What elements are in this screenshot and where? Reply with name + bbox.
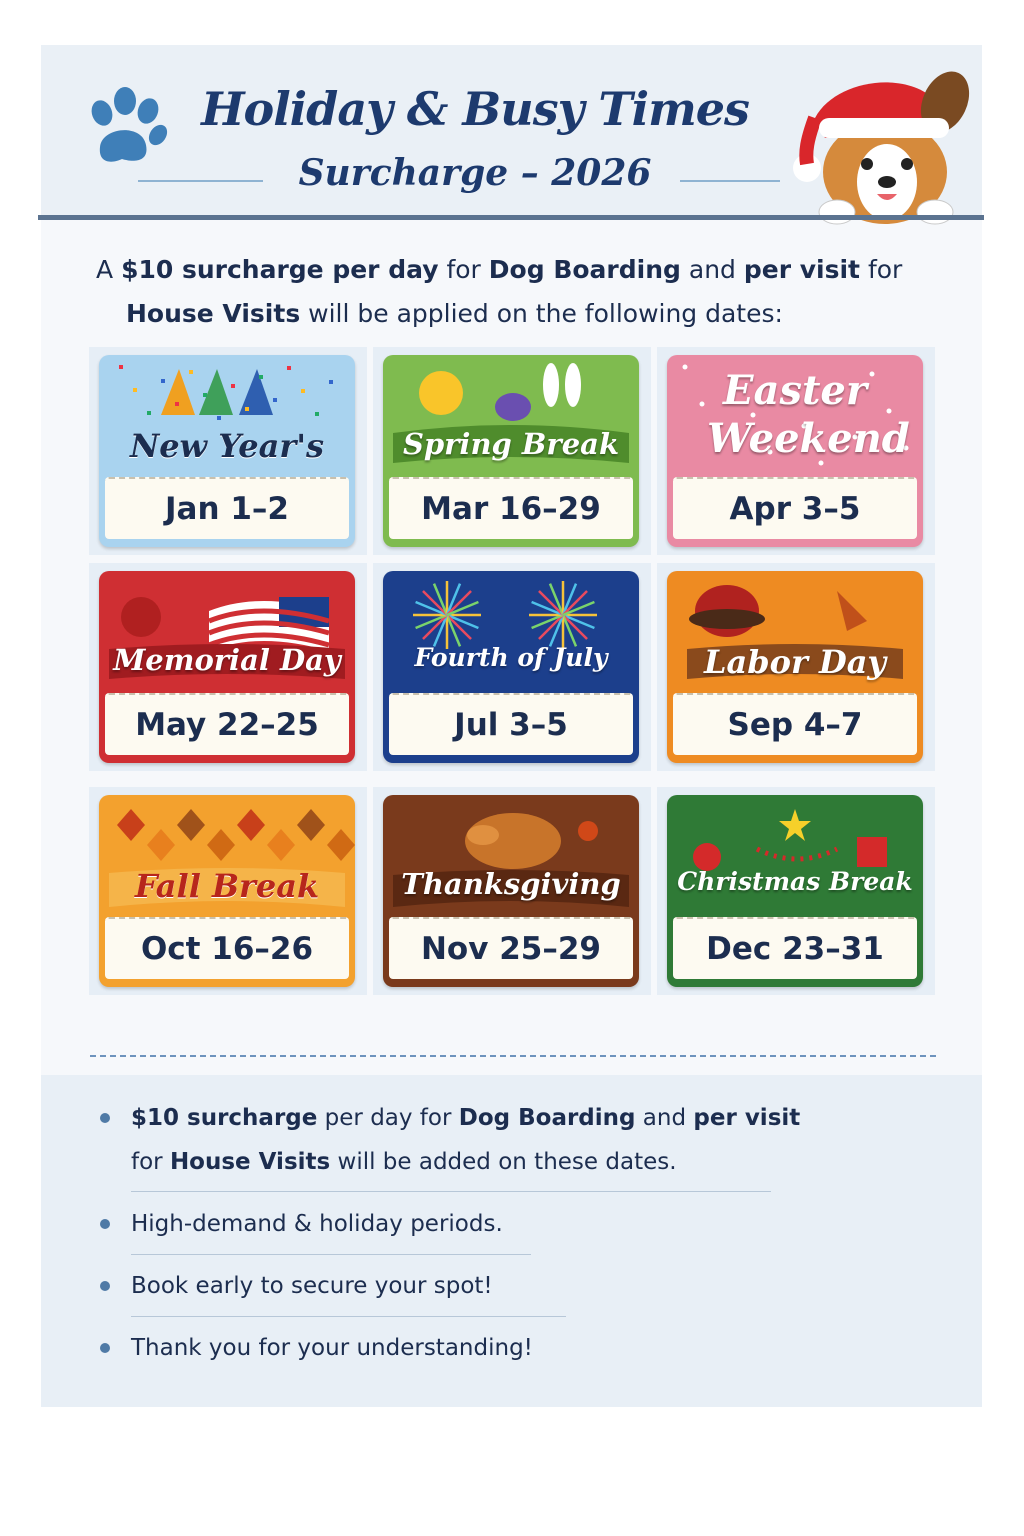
subtitle-rule-left	[138, 180, 263, 182]
holiday-dates: Dec 23–31	[706, 931, 884, 967]
bullet-dot	[100, 1281, 110, 1291]
holiday-dates: Nov 25–29	[420, 931, 602, 967]
holiday-dates: Jan 1–2	[165, 491, 289, 527]
holiday-name: Fourth of July	[414, 643, 608, 672]
holiday-card	[383, 571, 639, 763]
note-thank-you: Thank you for your understanding!	[131, 1335, 533, 1361]
intro-line-2: House Visits will be applied on the following dates:	[126, 299, 783, 328]
holiday-date-box	[389, 693, 633, 755]
holiday-dates: Jul 3–5	[454, 707, 568, 743]
holiday-name: Spring Break	[402, 427, 620, 461]
holiday-date-box	[389, 917, 633, 979]
holiday-date-box	[389, 477, 633, 539]
holiday-dates: Sep 4–7	[727, 707, 863, 743]
bullet-dot	[100, 1113, 110, 1123]
holiday-dates: May 22–25	[135, 707, 319, 743]
holiday-date-box	[105, 693, 349, 755]
holiday-card	[99, 571, 355, 763]
header-divider	[38, 215, 984, 220]
note-divider	[131, 1254, 531, 1255]
holiday-card	[667, 355, 923, 547]
holiday-name: Christmas Break	[677, 867, 913, 896]
section-divider	[90, 1055, 936, 1057]
holiday-name: New Year's	[129, 427, 325, 465]
holiday-name: Thanksgiving	[401, 867, 621, 901]
note-divider	[131, 1316, 566, 1317]
holiday-date-box	[105, 477, 349, 539]
paw-print-icon	[80, 85, 170, 170]
intro-text	[96, 248, 956, 336]
holiday-dates: Mar 16–29	[421, 491, 601, 527]
holiday-name: Labor Day	[703, 643, 887, 681]
note-surcharge: $10 surcharge per day for Dog Boarding and per visit for House Visits will be added on these dates.	[131, 1105, 801, 1175]
holiday-name: Easter Weekend	[707, 367, 910, 462]
holiday-date-box	[673, 917, 917, 979]
holiday-name: Memorial Day	[113, 643, 341, 677]
holiday-dates: Apr 3–5	[729, 491, 861, 527]
holiday-card	[99, 355, 355, 547]
holiday-card	[99, 795, 355, 987]
holiday-date-box	[673, 477, 917, 539]
holiday-card	[667, 571, 923, 763]
holiday-card	[383, 795, 639, 987]
holiday-dates: Oct 16–26	[140, 931, 314, 967]
page-title: Holiday & Busy Times	[201, 82, 749, 136]
holiday-name: Fall Break	[134, 867, 320, 905]
holiday-date-box	[105, 917, 349, 979]
note-divider	[131, 1191, 771, 1192]
note-high-demand: High-demand & holiday periods.	[131, 1211, 503, 1237]
holiday-date-box	[673, 693, 917, 755]
holiday-card	[667, 795, 923, 987]
bullet-dot	[100, 1219, 110, 1229]
note-book-early: Book early to secure your spot!	[131, 1273, 493, 1299]
page-subtitle: Surcharge – 2026	[298, 152, 652, 194]
subtitle-rule-right	[680, 180, 780, 182]
bullet-dot	[100, 1343, 110, 1353]
holiday-card	[383, 355, 639, 547]
dog-santa-hat-icon	[785, 60, 975, 225]
intro-line-1: A $10 surcharge per day for Dog Boarding and per visit for	[96, 255, 903, 284]
